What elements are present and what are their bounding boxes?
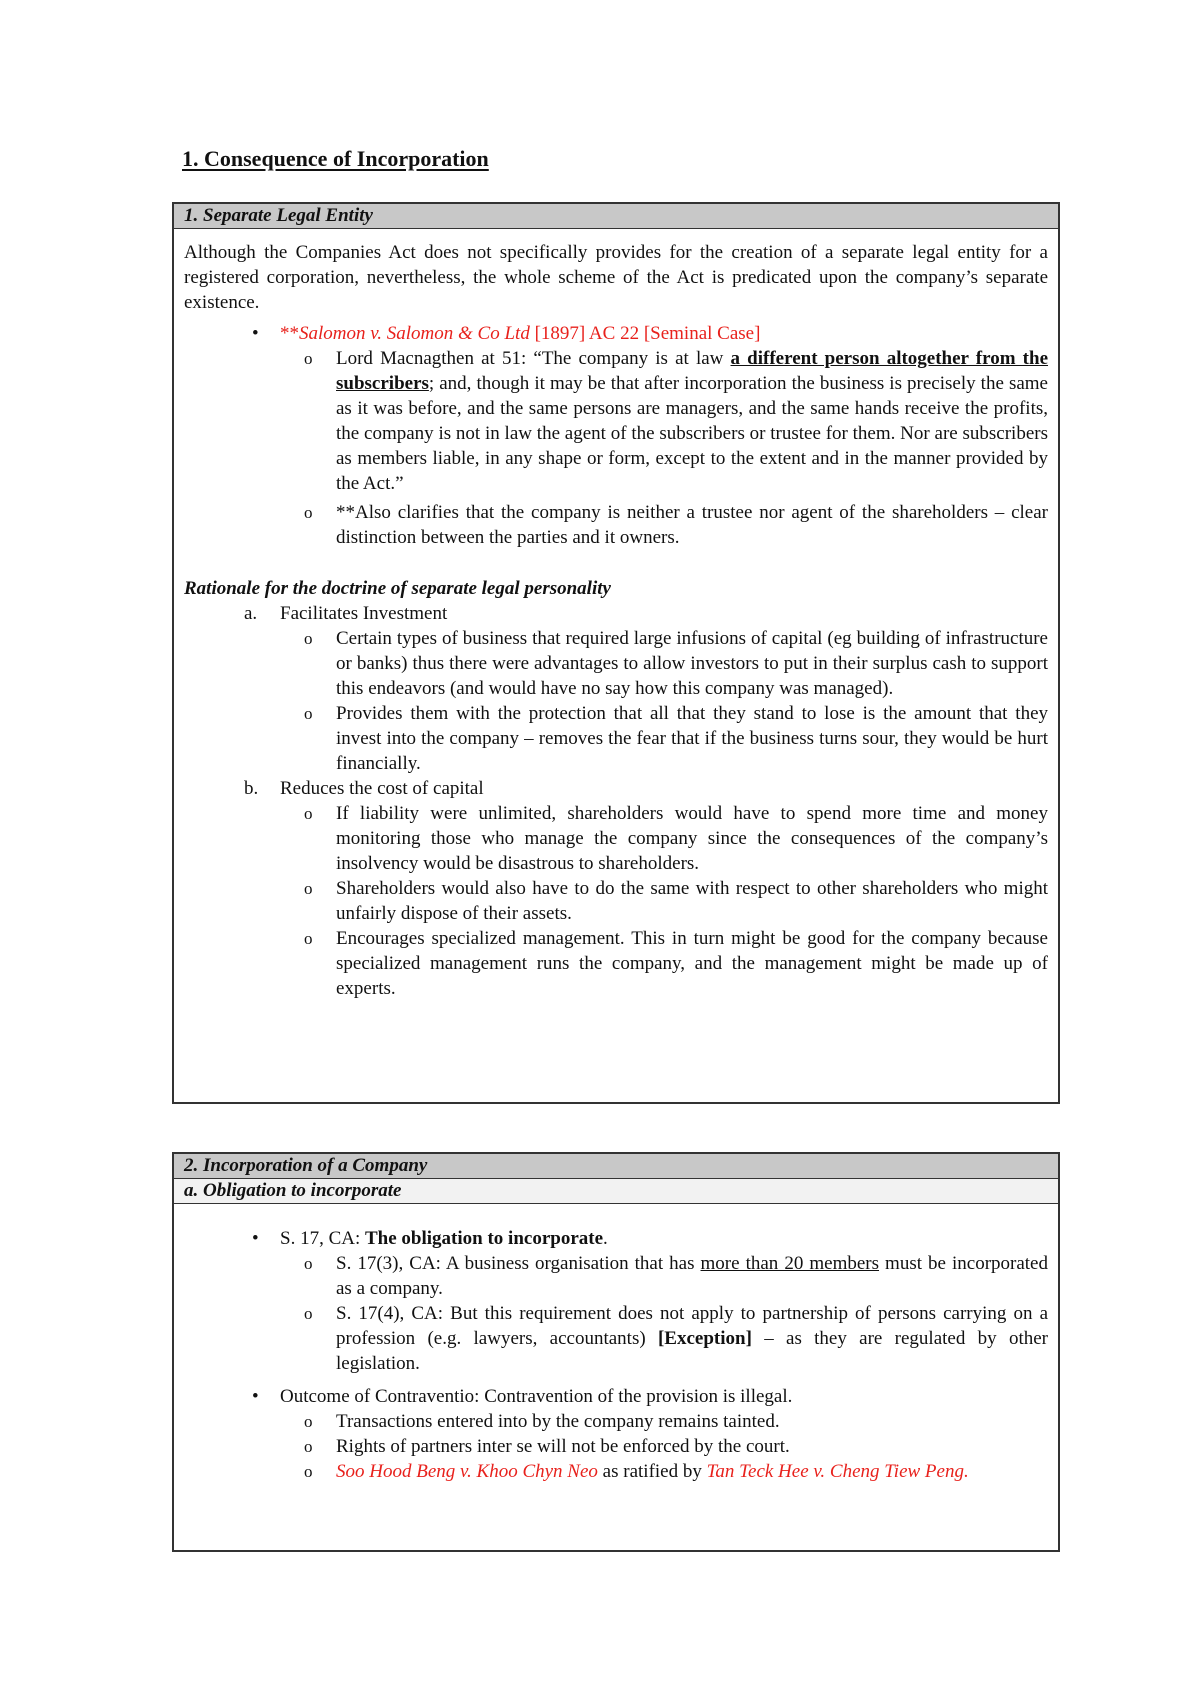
outcome-item-2-text: Rights of partners inter se will not be enforced by the court. bbox=[336, 1436, 790, 1457]
quote-text-pre: Lord Macnagthen at 51: “The company is at law bbox=[336, 348, 731, 369]
point-b-item-1 bbox=[184, 801, 1048, 876]
rationale-title: Rationale for the doctrine of separate legal personality bbox=[184, 578, 611, 599]
s17-4-pre: S. 17(4), CA: But this requirement does not apply to partnership of persons carrying on a profession (e.g. lawyers, accountants) bbox=[336, 1303, 1048, 1349]
outcome-item-1 bbox=[184, 1409, 1048, 1434]
point-a-item-1-text: Certain types of business that required large infusions of capital (eg building of infrastructure or banks) thus there were advantages to allow investors to put in their surplus cash to support this endeavors (and would have no say how this company was managed). bbox=[336, 628, 1048, 699]
also-text: **Also clarifies that the company is neither a trustee nor agent of the shareholders – clear distinction between the parties and it owners. bbox=[336, 502, 1048, 548]
point-a-item-1 bbox=[184, 626, 1048, 701]
separate-legal-entity-box bbox=[172, 202, 1060, 1104]
quote-item bbox=[184, 346, 1048, 496]
s17-4-bold: [Exception] bbox=[657, 1328, 752, 1349]
letter-marker-b: b. bbox=[244, 778, 259, 799]
bullet-marker: • bbox=[252, 1386, 259, 1407]
outcome-bullet bbox=[184, 1384, 1048, 1409]
point-b-item-2 bbox=[184, 876, 1048, 926]
page-heading: 1. Consequence of Incorporation bbox=[182, 146, 489, 171]
also-item bbox=[184, 500, 1048, 550]
incorporation-box bbox=[172, 1152, 1060, 1552]
s17-3-pre: S. 17(3), CA: A business organisation that has bbox=[336, 1253, 701, 1274]
sub-marker: o bbox=[304, 1304, 313, 1323]
s17-4-post: – as they are regulated by other legislation. bbox=[336, 1328, 1048, 1374]
s17-post: . bbox=[603, 1228, 608, 1249]
sub-marker: o bbox=[304, 879, 313, 898]
sub-marker: o bbox=[304, 929, 313, 948]
s17-3-post: must be incorporated as a company. bbox=[336, 1253, 1048, 1299]
point-b-item-1-text: If liability were unlimited, shareholders would have to spend more time and money monitoring those who manage the company since the consequences of the company’s insolvency would be disastrous to shareholders. bbox=[336, 803, 1048, 874]
outcome-item-1-text: Transactions entered into by the company remains tainted. bbox=[336, 1411, 780, 1432]
outcome-item-2 bbox=[184, 1434, 1048, 1459]
s17-3-item bbox=[184, 1251, 1048, 1301]
quote-text-bold: a different person altogether from the subscribers bbox=[336, 348, 1049, 394]
outcome-item-3 bbox=[184, 1459, 1048, 1484]
sub-marker: o bbox=[304, 503, 313, 522]
box-subheader: a. Obligation to incorporate bbox=[174, 1179, 1058, 1204]
case-stars: ** bbox=[280, 323, 299, 344]
sub-marker: o bbox=[304, 1437, 313, 1456]
s17-bullet bbox=[184, 1226, 1048, 1251]
case-soo-hood-beng: Soo Hood Beng v. Khoo Chyn Neo bbox=[336, 1461, 598, 1482]
point-a-item-2-text: Provides them with the protection that all that they stand to lose is the amount that they invest into the company – removes the fear that if the business turns sour, they would be hurt financially. bbox=[336, 703, 1048, 774]
box-body bbox=[174, 1204, 1058, 1493]
sub-marker: o bbox=[304, 804, 313, 823]
sub-marker: o bbox=[304, 1412, 313, 1431]
sub-marker: o bbox=[304, 1254, 313, 1273]
sub-marker: o bbox=[304, 349, 313, 368]
sub-marker: o bbox=[304, 1462, 313, 1481]
point-a-text: Facilitates Investment bbox=[280, 603, 448, 624]
s17-pre: S. 17, CA: bbox=[280, 1228, 365, 1249]
case-name: Salomon v. Salomon & Co Ltd bbox=[299, 323, 530, 344]
bullet-marker: • bbox=[252, 1228, 259, 1249]
box-body bbox=[174, 229, 1058, 1010]
point-b-item-3 bbox=[184, 926, 1048, 1001]
point-b-item-2-text: Shareholders would also have to do the same with respect to other shareholders who might unfairly dispose of their assets. bbox=[336, 878, 1048, 924]
box-header: 1. Separate Legal Entity bbox=[174, 204, 1058, 229]
ratified-text: as ratified by bbox=[597, 1461, 707, 1482]
point-b-item-3-text: Encourages specialized management. This in turn might be good for the company because specialized management runs the company, and the management might be made up of experts. bbox=[336, 928, 1048, 999]
point-b-text: Reduces the cost of capital bbox=[280, 778, 484, 799]
sub-marker: o bbox=[304, 629, 313, 648]
letter-marker-a: a. bbox=[244, 603, 258, 624]
point-a-item-2 bbox=[184, 701, 1048, 776]
quote-text-post: ; and, though it may be that after incorporation the business is precisely the same as it was before, and the same persons are managers, and the same hands receive the profits, the company is not in law the agent of the subscribers or trustee for them. Nor are subscribers as members liable, in any shape or form, except to the extent and in the manner provided by the Act.” bbox=[336, 373, 1048, 494]
s17-3-underlined: more than 20 members bbox=[700, 1253, 880, 1274]
case-citation: [1897] AC 22 [Seminal Case] bbox=[529, 323, 761, 344]
point-a bbox=[184, 601, 1048, 626]
sub-marker: o bbox=[304, 704, 313, 723]
s17-4-item bbox=[184, 1301, 1048, 1376]
outcome-text: Outcome of Contraventio: Contravention of the provision is illegal. bbox=[280, 1386, 793, 1407]
intro-paragraph: Although the Companies Act does not specifically provides for the creation of a separate legal entity for a registered corporation, nevertheless, the whole scheme of the Act is predicated upon the company’s separate existence. bbox=[184, 242, 1048, 313]
case-bullet bbox=[184, 321, 1048, 346]
s17-bold: The obligation to incorporate bbox=[365, 1228, 604, 1249]
box-header: 2. Incorporation of a Company bbox=[174, 1154, 1058, 1179]
bullet-marker: • bbox=[252, 323, 259, 344]
point-b bbox=[184, 776, 1048, 801]
case-tan-teck-hee: Tan Teck Hee v. Cheng Tiew Peng. bbox=[706, 1461, 969, 1482]
